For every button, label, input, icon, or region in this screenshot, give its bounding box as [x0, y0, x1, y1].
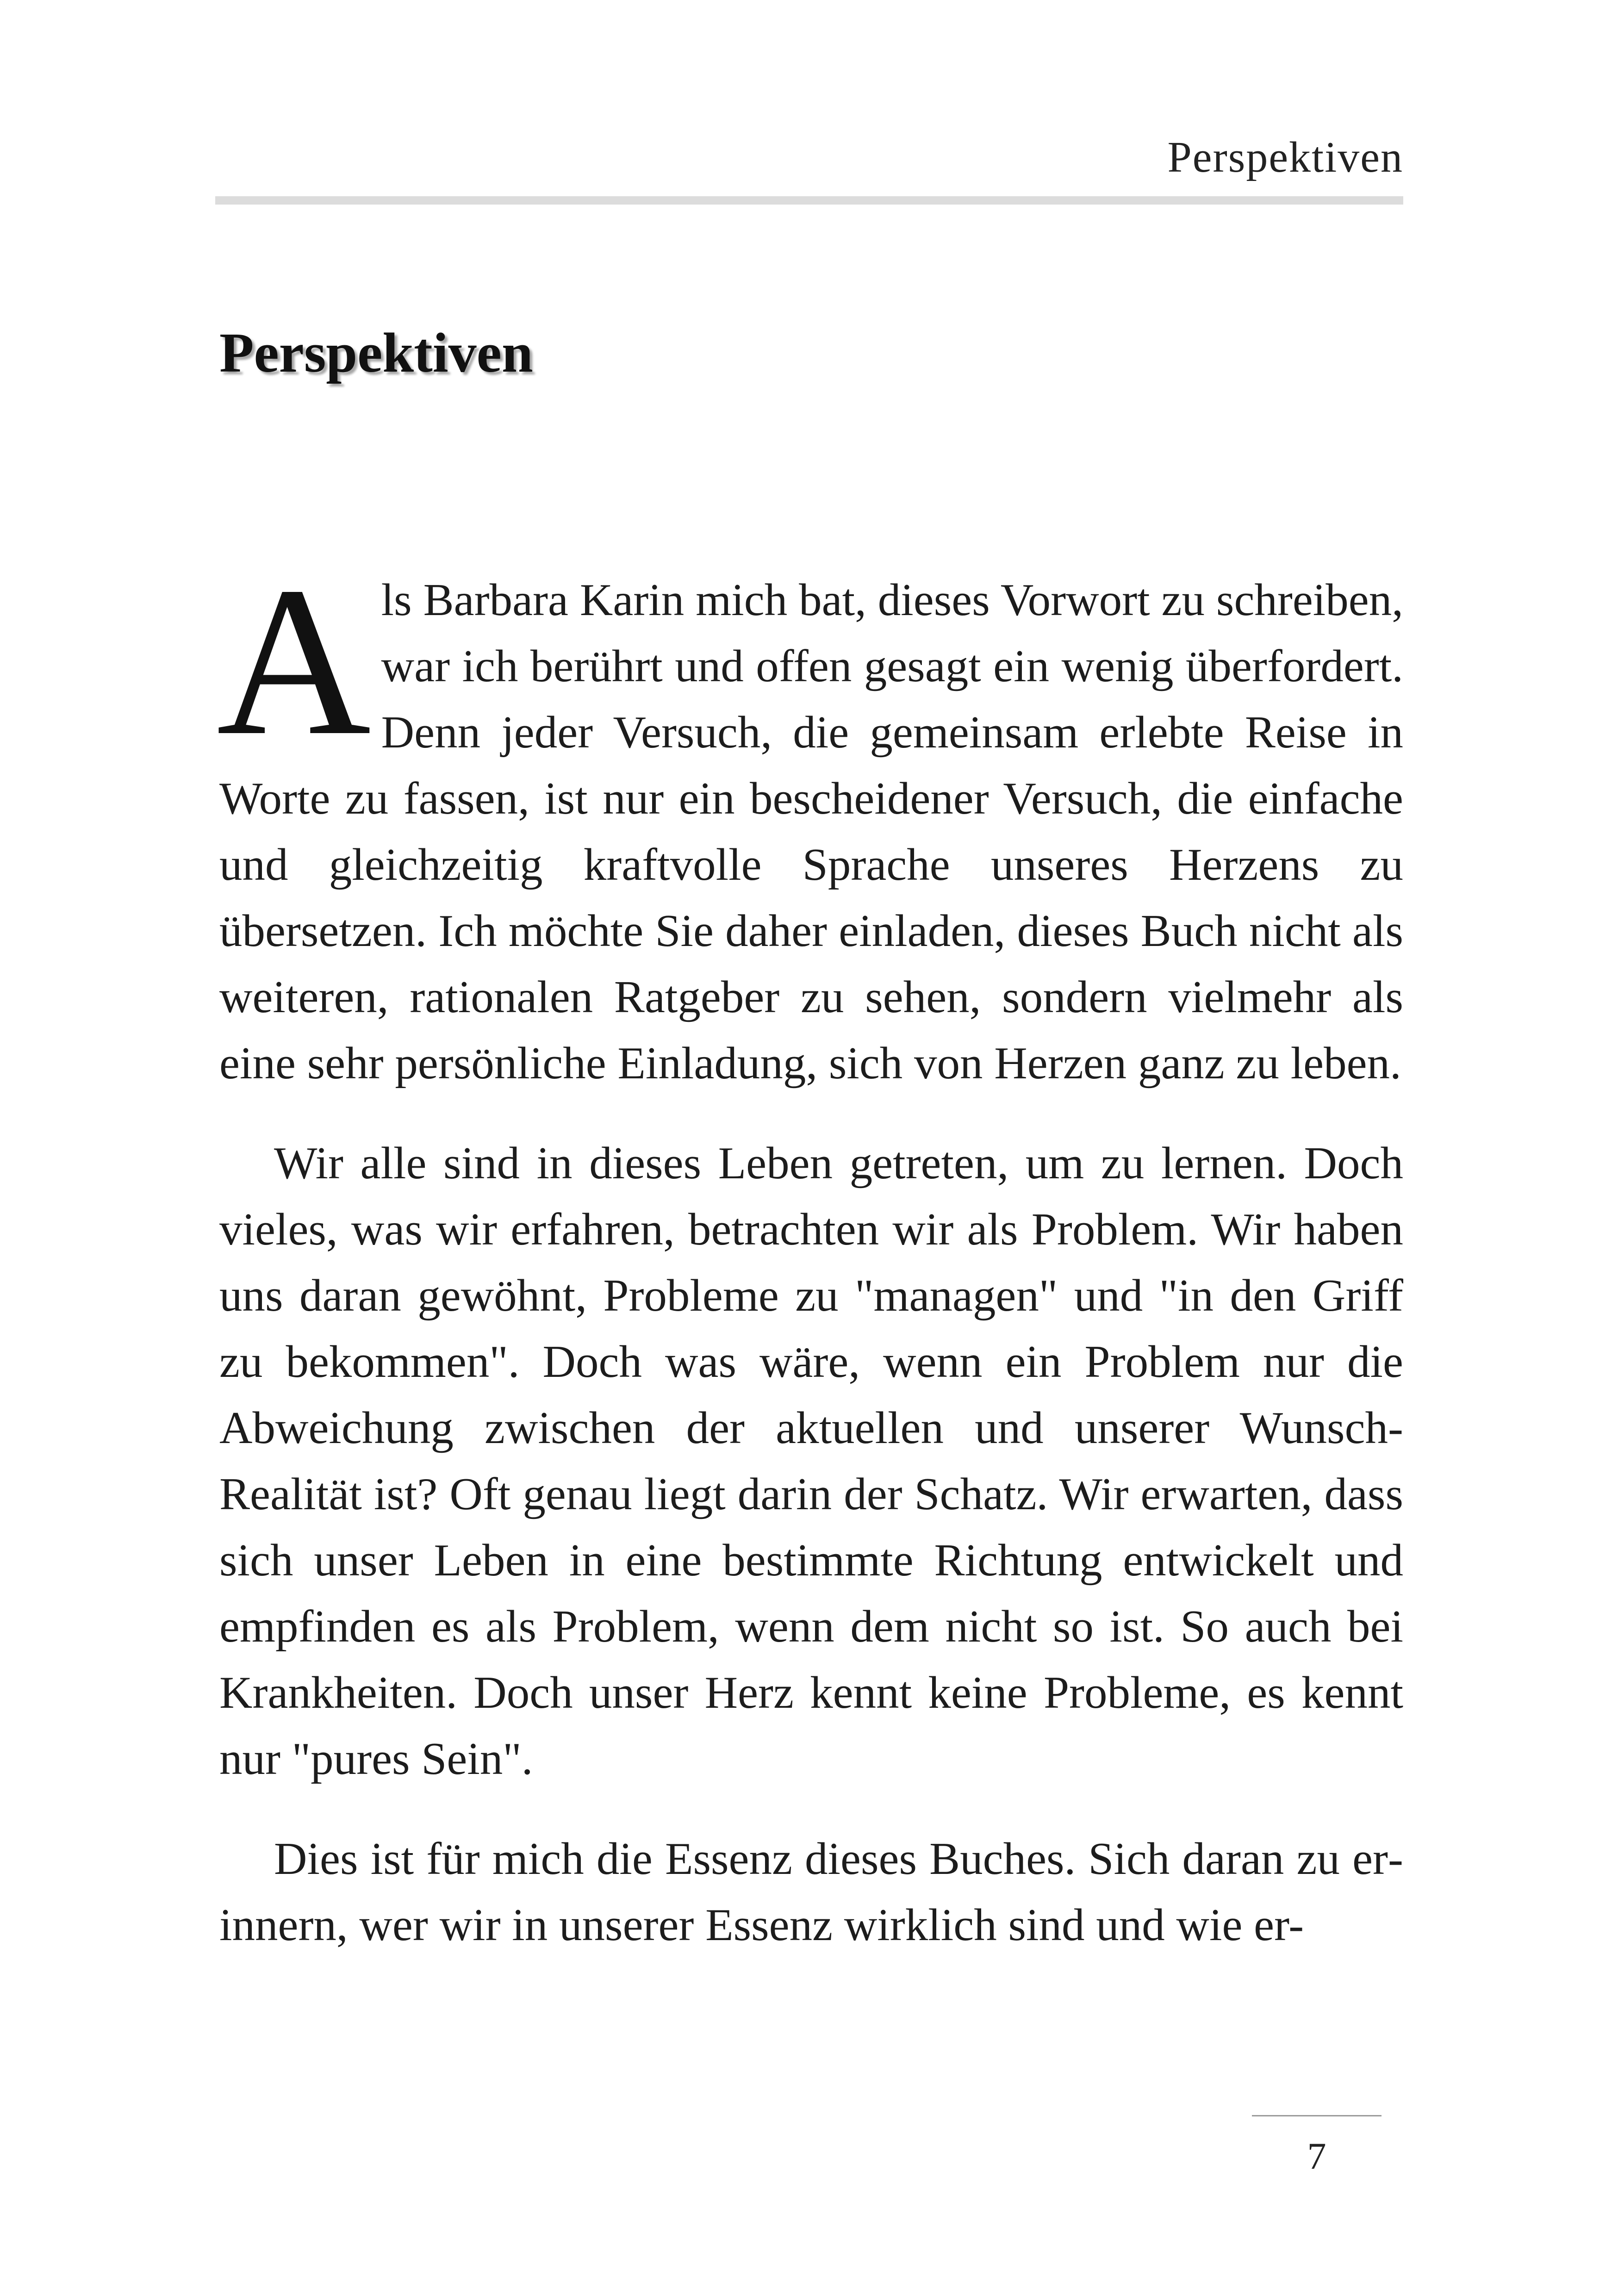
paragraph-1 [217, 542, 1403, 1096]
drop-cap: A [217, 542, 371, 779]
paragraph-3: Dies ist für mich die Essenz dieses Buches. Sich daran zu erinnern, wer wir in unserer Essenz wirklich sind und wie er- [219, 1834, 1403, 1950]
body-text [217, 542, 1403, 1958]
header-rule [215, 196, 1403, 205]
running-header: Perspektiven [1167, 133, 1403, 181]
page-number: 7 [1307, 2135, 1326, 2177]
paragraph-1-text: ls Barbara Karin mich bat, dieses Vorwort zu schreiben, war ich berührt und offen gesagt ein wenig überfordert. Denn jeder Versuch, die gemeinsam erlebte Reise in Worte zu fassen, ist nur ein bescheidener Versuch, die einfache und gleichzeitig kraftvolle Sprache unseres Herzens zu übersetzen. Ich möchte Sie daher einladen, dieses Buch nicht als weiteren, rationalen Ratgeber zu sehen, sondern vielmehr als eine sehr persönliche Einladung, sich von Herzen ganz zu leben. [219, 575, 1403, 1089]
chapter-title: Perspektiven [219, 322, 533, 384]
footer-rule [1252, 2115, 1382, 2116]
paragraph-2: Wir alle sind in dieses Leben getreten, um zu lernen. Doch vieles, was wir erfahren, betrachten wir als Problem. Wir haben uns daran gewöhnt, Probleme zu "managen" und "in den Griff zu bekommen". Doch was wäre, wenn ein Problem nur die Abweichung zwischen der aktuellen und unserer Wunsch-Realität ist? Oft genau liegt darin der Schatz. Wir erwarten, dass sich unser Leben in eine bestimmte Richtung entwickelt und empfinden es als Problem, wenn dem nicht so ist. So auch bei Krankheiten. Doch unser Herz kennt keine Probleme, es kennt nur "pures Sein". [219, 1138, 1403, 1784]
